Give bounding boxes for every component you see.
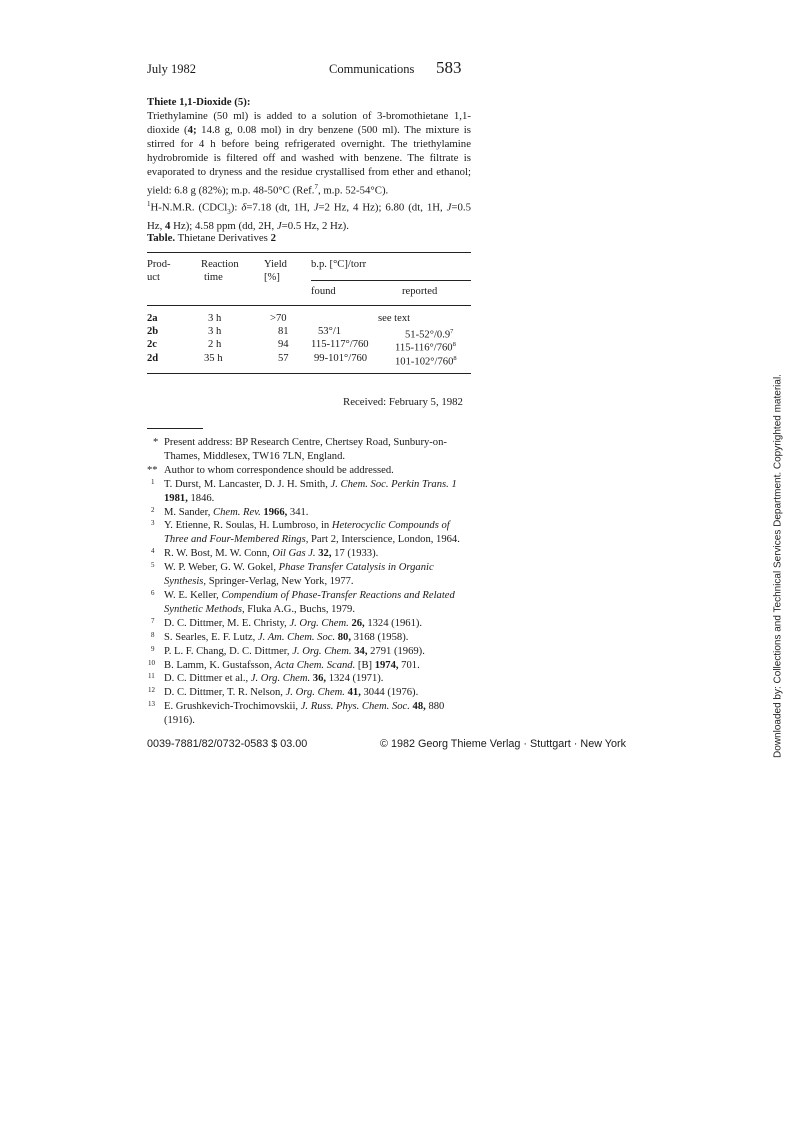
reference-item: 1 T. Durst, M. Lancaster, D. J. H. Smith, J. Chem. Soc. Perkin Trans. 1 1981, 1846. xyxy=(151,477,457,504)
experimental-section xyxy=(147,95,471,233)
reference-item: 7 D. C. Dittmer, M. E. Christy, J. Org. Chem. 26, 1324 (1961). xyxy=(151,616,423,629)
footnote-star-mark: * xyxy=(153,437,159,448)
header-date: July 1982 xyxy=(147,62,196,76)
cell-time: 35 h xyxy=(204,352,223,364)
table-row xyxy=(147,325,471,341)
cell-found: 115-117°/760 xyxy=(311,339,369,351)
reference-item: 12 D. C. Dittmer, T. R. Nelson, J. Org. Chem. 41, 3044 (1976). xyxy=(148,686,419,699)
reference-item: 10 B. Lamm, K. Gustafsson, Acta Chem. Scand. [B] 1974, 701. xyxy=(148,658,420,671)
cell-product: 2a xyxy=(147,313,158,324)
table-caption xyxy=(147,231,471,245)
table-row xyxy=(147,312,471,325)
footnote-star xyxy=(147,436,471,464)
thietane-table xyxy=(147,252,471,374)
cell-see-text: see text xyxy=(378,313,411,324)
page-number: 583 xyxy=(436,58,462,77)
reference-item: 5 W. P. Weber, G. W. Gokel, Phase Transfer Catalysis in Organic Synthesis, Springer-Verlag, New York, 1977. xyxy=(151,561,434,588)
table-row xyxy=(147,338,471,354)
header-reported: reported xyxy=(402,286,438,297)
reference-item: 2 M. Sander, Chem. Rev. 1966, 341. xyxy=(151,505,309,518)
procedure-paragraph: Triethylamine (50 ml) is added to a solution of 3-bromothietane 1,1-dioxide (4; 14.8 g, 0.08 mol) in dry benzene (500 ml). The mixture is stirred for 4 h before being refrigerated overnight. The triethylamine hydrobromide is filtered off and washed with benzene. The filtrate is evaporated to dryness and the residue crystallised from ether and ethanol; yield: 6.8 g (82%); m.p. 48-50°C (Ref.$^7$, m.p. 52-54°C). xyxy=(147,110,471,197)
header-journal: Communications xyxy=(329,62,415,76)
cell-product: 2d xyxy=(147,352,159,364)
table-bottom-rule xyxy=(147,373,471,374)
cell-time: 3 h xyxy=(208,326,222,338)
cell-time: 3 h xyxy=(208,313,222,324)
cell-yield: 57 xyxy=(278,352,289,364)
header-time-1: Reaction xyxy=(201,259,239,270)
download-watermark: Downloaded by: Collections and Technical Services Department. Copyrighted material. xyxy=(772,374,784,758)
reference-item: 13 E. Grushkevich-Trochimovskii, J. Russ. Phys. Chem. Soc. 48, 880 (1916). xyxy=(148,700,445,727)
reference-item: 8 S. Searles, E. F. Lutz, J. Am. Chem. Soc. 80, 3168 (1958). xyxy=(151,630,409,643)
header-product-1: Prod- xyxy=(147,259,171,270)
footnote-double-star-mark: ** xyxy=(147,464,158,476)
footnote-star-text: Present address: BP Research Centre, Chertsey Road, Sunbury-on-Thames, Middlesex, TW16 7LN, England. xyxy=(164,437,447,462)
reference-item: 11 D. C. Dittmer et al., J. Org. Chem. 36, 1324 (1971). xyxy=(148,672,384,685)
header-yield-2: [%] xyxy=(264,271,280,283)
table-caption-number: 2 xyxy=(270,232,276,244)
header-bp-rule xyxy=(311,280,471,281)
table-caption-text: Thietane Derivatives xyxy=(177,232,268,244)
cell-yield: 94 xyxy=(278,339,289,351)
footnote-double-star xyxy=(147,464,471,478)
header-found: found xyxy=(311,286,336,297)
footer-code: 0039-7881/82/0732-0583 $ 03.00 xyxy=(147,738,308,750)
reference-item: 9 P. L. F. Chang, D. C. Dittmer, J. Org. Chem. 34, 2791 (1969). xyxy=(151,644,425,657)
table-row xyxy=(147,352,471,368)
header-bp: b.p. [°C]/torr xyxy=(311,259,367,270)
footnotes xyxy=(147,436,471,728)
header-time-2: time xyxy=(204,271,223,283)
table-body xyxy=(147,306,471,368)
cell-reported: $115-116^\circ/760^8$ xyxy=(395,341,456,354)
footnote-rule xyxy=(147,428,203,429)
cell-yield: 81 xyxy=(278,326,289,338)
cell-time: 2 h xyxy=(208,339,222,351)
section-title: Thiete 1,1-Dioxide (5): xyxy=(147,96,251,108)
reference-item: 4 R. W. Bost, M. W. Conn, Oil Gas J. 32, 17 (1933). xyxy=(151,547,379,560)
cell-reported: $51-52^\circ/0.9^7$ xyxy=(405,328,454,341)
cell-product: 2b xyxy=(147,326,159,338)
cell-yield: >70 xyxy=(270,313,287,324)
footer-copyright: © 1982 Georg Thieme Verlag · Stuttgart · New York xyxy=(380,738,627,750)
table-caption-prefix: Table. xyxy=(147,232,176,244)
reference-item: 3 Y. Etienne, R. Soulas, H. Lumbroso, in Heterocyclic Compounds of Three and Four-Membered Rings, Part 2, Interscience, London, 1964. xyxy=(151,519,460,546)
header-yield-1: Yield xyxy=(264,259,287,270)
nmr-paragraph: $^1$H-N.M.R. (CDCl$_3$): δ=7.18 (dt, 1H, J=2 Hz, 4 Hz); 6.80 (dt, 1H, J=0.5 Hz, 4 Hz); 4.58 ppm (dd, 2H, J=0.5 Hz, 2 Hz). xyxy=(147,200,472,233)
received-date: Received: February 5, 1982 xyxy=(343,396,463,408)
cell-found: 99-101°/760 xyxy=(314,352,368,364)
header-product-2: uct xyxy=(147,271,160,283)
cell-reported: $101-102^\circ/760^8$ xyxy=(395,354,457,368)
cell-found: 53°/1 xyxy=(318,326,342,338)
footnote-double-star-text: Author to whom correspondence should be addressed. xyxy=(164,464,394,476)
reference-item: 6 W. E. Keller, Compendium of Phase-Transfer Reactions and Related Synthetic Methods, Fluka A.G., Buchs, 1979. xyxy=(151,588,455,615)
table-header xyxy=(147,253,471,305)
cell-product: 2c xyxy=(147,339,157,351)
